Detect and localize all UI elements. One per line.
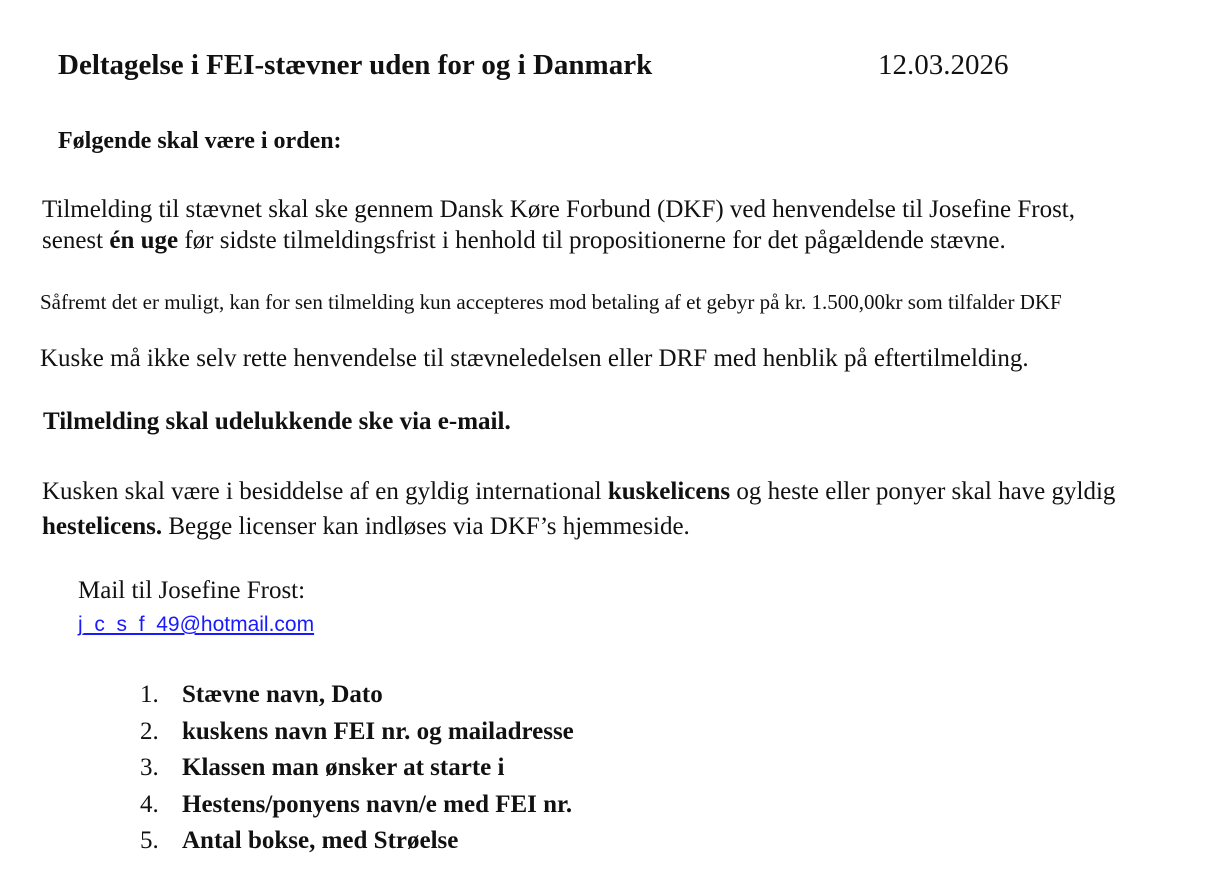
list-item bbox=[140, 827, 574, 864]
horse-license-term: hestelicens. bbox=[42, 513, 163, 540]
registration-paragraph bbox=[42, 194, 1122, 256]
list-number: 2. bbox=[140, 717, 159, 745]
requirements-list bbox=[140, 681, 574, 864]
registration-text-end: før sidste tilmeldingsfrist i henhold til propositionerne for det pågældende stævne. bbox=[178, 227, 1006, 254]
list-item bbox=[140, 718, 574, 755]
list-item bbox=[140, 791, 574, 828]
list-text: Hestens/ponyens navn/e med FEI nr. bbox=[182, 790, 573, 818]
registration-text-start: Tilmelding til stævnet skal ske gennem Dansk Køre Forbund (DKF) ved henvendelse til Josefine Frost, senest bbox=[42, 196, 1075, 254]
document-title: Deltagelse i FEI-stævner uden for og i Danmark bbox=[58, 49, 653, 81]
contact-restriction-paragraph: Kuske må ikke selv rette henvendelse til stævneledelsen eller DRF med henblik på eftertilmelding. bbox=[40, 345, 1029, 372]
license-text-1: Kusken skal være i besiddelse af en gyldig international bbox=[42, 478, 608, 505]
list-text: Stævne navn, Dato bbox=[182, 681, 383, 708]
list-text: Antal bokse, med Strøelse bbox=[182, 827, 459, 854]
document-date: 12.03.2026 bbox=[878, 49, 1009, 81]
list-number: 3. bbox=[140, 754, 159, 781]
email-only-note: Tilmelding skal udelukkende ske via e-mail. bbox=[43, 408, 511, 435]
late-fee-paragraph: Såfremt det er muligt, kan for sen tilmelding kun accepteres mod betaling af et gebyr på kr. 1.500,00kr som tilfalder DKF bbox=[40, 290, 1062, 314]
list-text: Klassen man ønsker at starte i bbox=[182, 754, 505, 781]
mail-label: Mail til Josefine Frost: bbox=[78, 577, 306, 604]
list-text: kuskens navn FEI nr. og mailadresse bbox=[182, 717, 574, 745]
list-number: 1. bbox=[140, 681, 159, 708]
list-number: 5. bbox=[140, 827, 159, 854]
section-heading: Følgende skal være i orden: bbox=[58, 128, 342, 154]
license-paragraph bbox=[42, 474, 1162, 544]
list-item bbox=[140, 754, 574, 791]
license-text-2: og heste eller ponyer skal have gyldig bbox=[730, 478, 1116, 505]
deadline-emphasis: én uge bbox=[109, 227, 179, 254]
list-number: 4. bbox=[140, 790, 159, 818]
license-text-3: Begge licenser kan indløses via DKF’s hjemmeside. bbox=[162, 513, 690, 540]
email-link[interactable]: j_c_s_f_49@hotmail.com bbox=[78, 613, 315, 636]
driver-license-term: kuskelicens bbox=[607, 478, 731, 505]
list-item bbox=[140, 681, 574, 718]
